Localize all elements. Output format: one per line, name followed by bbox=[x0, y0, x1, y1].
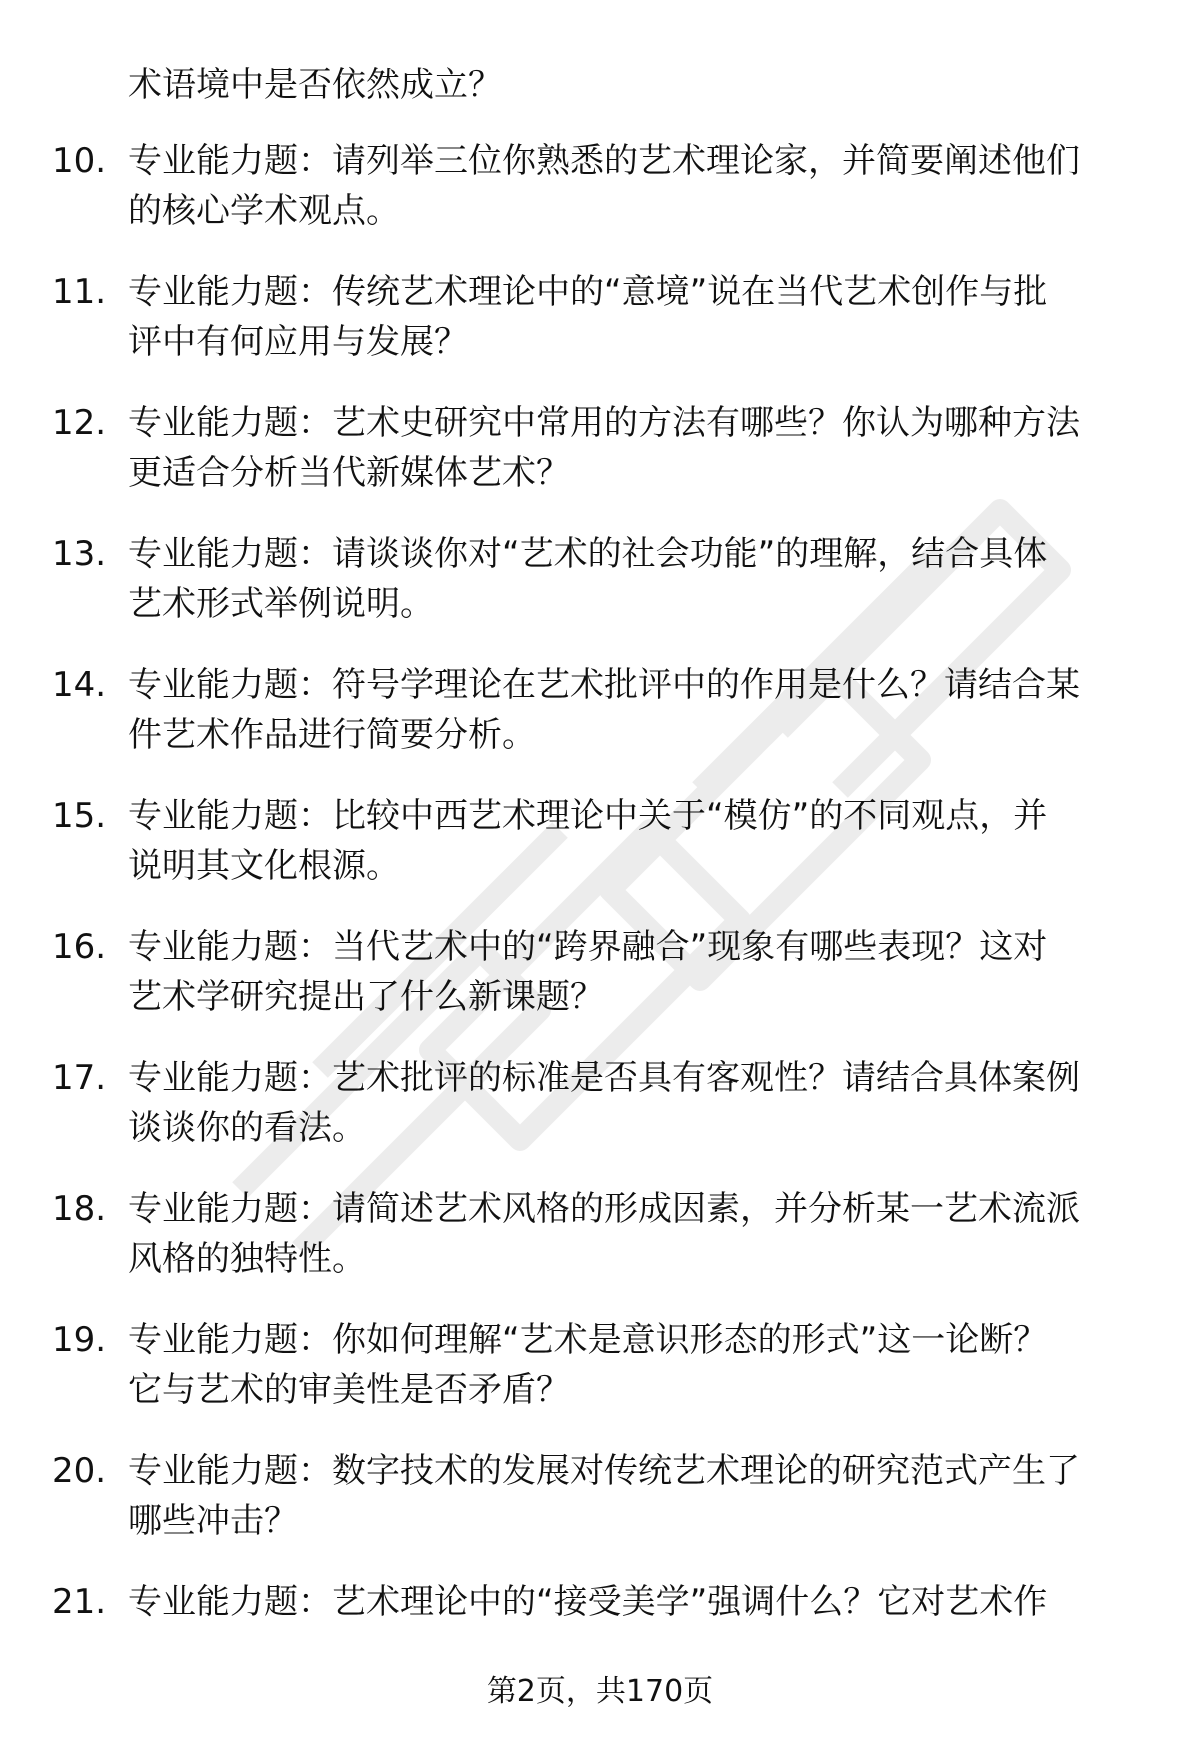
question-text-line: 专业能力题：艺术史研究中常用的方法有哪些？你认为哪种方法 bbox=[128, 403, 1080, 443]
question-item bbox=[0, 398, 1200, 498]
question-text-line: 专业能力题：当代艺术中的“跨界融合”现象有哪些表现？这对 bbox=[128, 927, 1048, 967]
question-number: 21. bbox=[52, 1582, 107, 1622]
question-text bbox=[128, 1184, 1150, 1284]
question-text-line: 专业能力题：请谈谈你对“艺术的社会功能”的理解，结合具体 bbox=[128, 534, 1048, 574]
question-item bbox=[0, 1446, 1200, 1546]
question-number: 20. bbox=[52, 1451, 107, 1491]
question-number: 10. bbox=[52, 141, 107, 181]
question-item bbox=[0, 267, 1200, 367]
question-list bbox=[0, 136, 1200, 1708]
question-text-line: 艺术学研究提出了什么新课题？ bbox=[128, 977, 604, 1017]
question-item bbox=[0, 1315, 1200, 1415]
question-text-line: 专业能力题：艺术批评的标准是否具有客观性？请结合具体案例 bbox=[128, 1058, 1080, 1098]
question-number: 17. bbox=[52, 1058, 107, 1098]
question-text-line: 专业能力题：请列举三位你熟悉的艺术理论家，并简要阐述他们 bbox=[128, 141, 1080, 181]
question-text-line: 专业能力题：你如何理解“艺术是意识形态的形式”这一论断？ bbox=[128, 1320, 1048, 1360]
question-text-line: 专业能力题：艺术理论中的“接受美学”强调什么？它对艺术作 bbox=[128, 1582, 1048, 1622]
question-number: 13. bbox=[52, 534, 107, 574]
question-text bbox=[128, 136, 1150, 236]
question-number: 12. bbox=[52, 403, 107, 443]
question-text bbox=[128, 922, 1150, 1022]
question-item bbox=[0, 1184, 1200, 1284]
question-number: 11. bbox=[52, 272, 107, 312]
question-item bbox=[0, 1053, 1200, 1153]
question-text bbox=[128, 267, 1150, 367]
question-text-line: 更适合分析当代新媒体艺术？ bbox=[128, 453, 570, 493]
question-text-line: 谈谈你的看法。 bbox=[128, 1108, 366, 1148]
question-item bbox=[0, 660, 1200, 760]
question-text bbox=[128, 1577, 1150, 1627]
question-text-line: 哪些冲击？ bbox=[128, 1501, 298, 1541]
question-number: 19. bbox=[52, 1320, 107, 1360]
question-item bbox=[0, 922, 1200, 1022]
question-number: 16. bbox=[52, 927, 107, 967]
question-text-line: 专业能力题：传统艺术理论中的“意境”说在当代艺术创作与批 bbox=[128, 272, 1048, 312]
question-text-line: 评中有何应用与发展？ bbox=[128, 322, 468, 362]
question-text-line: 风格的独特性。 bbox=[128, 1239, 366, 1279]
page-indicator: 第2页，共170页 bbox=[486, 1674, 714, 1709]
question-text bbox=[128, 1446, 1150, 1546]
question-text-line: 艺术形式举例说明。 bbox=[128, 584, 434, 624]
question-text-line: 专业能力题：比较中西艺术理论中关于“模仿”的不同观点，并 bbox=[128, 796, 1048, 836]
question-item bbox=[0, 791, 1200, 891]
question-text bbox=[128, 1315, 1150, 1415]
question-text bbox=[128, 791, 1150, 891]
question-number: 14. bbox=[52, 665, 107, 705]
question-text bbox=[128, 660, 1150, 760]
question-item bbox=[0, 136, 1200, 236]
question-text-line: 的核心学术观点。 bbox=[128, 191, 400, 231]
continued-question-text: 术语境中是否依然成立？ bbox=[128, 65, 502, 105]
question-number: 15. bbox=[52, 796, 107, 836]
question-text bbox=[128, 1053, 1150, 1153]
question-text-line: 专业能力题：符号学理论在艺术批评中的作用是什么？请结合某 bbox=[128, 665, 1080, 705]
question-text-line: 专业能力题：请简述艺术风格的形成因素，并分析某一艺术流派 bbox=[128, 1189, 1080, 1229]
question-item bbox=[0, 1577, 1200, 1677]
question-text-line: 说明其文化根源。 bbox=[128, 846, 400, 886]
question-text-line: 它与艺术的审美性是否矛盾？ bbox=[128, 1370, 570, 1410]
question-number: 18. bbox=[52, 1189, 107, 1229]
question-text bbox=[128, 529, 1150, 629]
question-text-line: 件艺术作品进行简要分析。 bbox=[128, 715, 536, 755]
question-text-line: 专业能力题：数字技术的发展对传统艺术理论的研究范式产生了 bbox=[128, 1451, 1080, 1491]
question-item bbox=[0, 529, 1200, 629]
question-text bbox=[128, 398, 1150, 498]
